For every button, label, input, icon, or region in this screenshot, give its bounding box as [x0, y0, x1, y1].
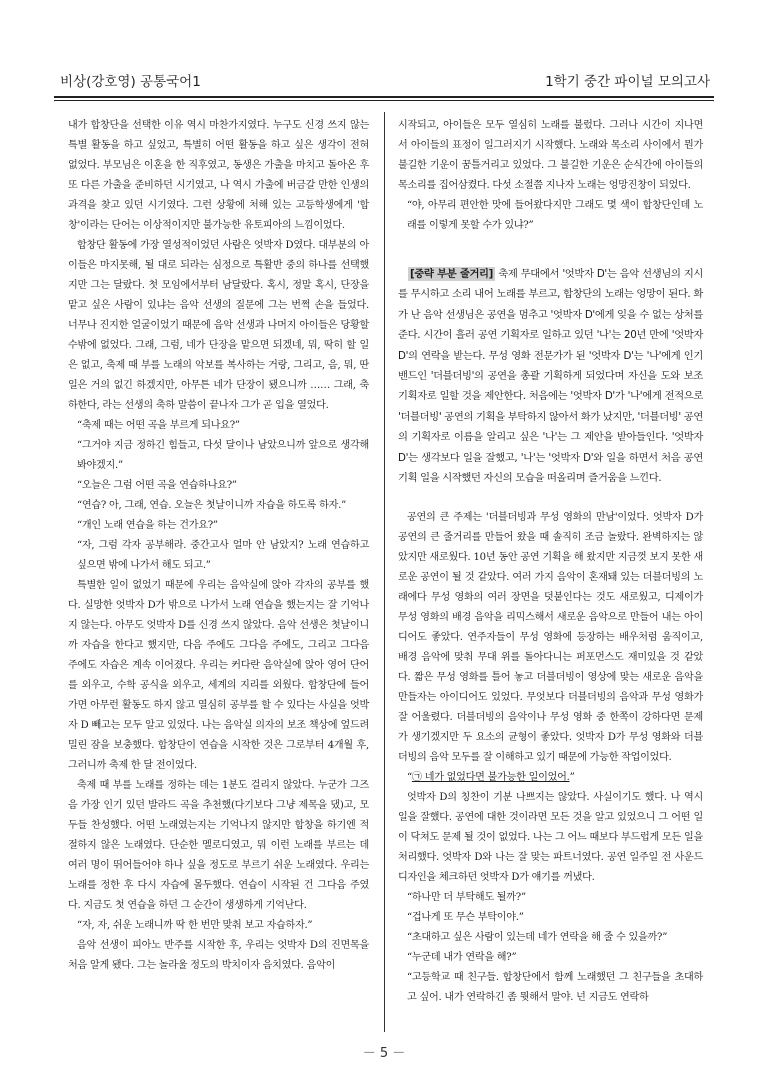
paragraph-gap [398, 488, 703, 508]
paragraph: 축제 때 부를 노래를 정하는 데는 1분도 걸리지 않았다. 누군가 그즈음 가장 인기 있던 발라드 곡을 추천했(다기보다 그냥 제목을 댔)고, 모두들 찬성했다. 어떤 노래였는지는 기억나지 않지만 합창을 하기엔 적절하지 않은 노래였다. 단순한 멜로디였고, 뭐 이런 노래를 부르는 데 여러 명이 뛰어들어야 하나 싶을 정도로 부르기 쉬운 노래였다. 우리는 노래를 정한 후 다시 자습에 몰두했다. 연습이 시작된 건 그다음 주였다. 지금도 첫 연습을 하던 그 순간이 생생하게 기억난다. [68, 780, 369, 911]
dialogue-line: “그거야 지금 정하긴 힘들고, 다섯 달이나 남았으니까 앞으로 생각해 봐야겠지.” [77, 440, 369, 471]
paragraph: 공연의 큰 주제는 '더블더빙과 무성 영화의 만남'이었다. 엇박자 D가 공연의 큰 줄거리를 만들어 왔을 때 솔직히 조금 놀랐다. 완벽하지는 않았지만 새로웠다. 10년 동안 공연 기획을 해 왔지만 지금껏 보지 못한 새로운 공연이 될 것 같았다. 여러 가지 음악이 혼재돼 있는 더블더빙의 노래에다 무성 영화의 여러 장면을 덧붙인다는 것도 새로웠고, 디제이가 무성 영화의 배경 음악을 리믹스해서 새로운 음악으로 만들어 내는 아이디어도 좋았다. 연주자들이 무성 영화에 등장하는 배우처럼 움직이고, 배경 음악에 맞춰 무대 위를 돌아다니는 퍼포먼스도 재미있을 것 같았다. 짧은 무성 영화를 틀어 놓고 더블더빙이 영상에 맞는 새로운 음악을 만들자는 아이디어도 있었다. 무엇보다 더블더빙의 음악과 무성 영화가 잘 어울렸다. 더블더빙의 음악이나 무성 영화 중 한쪽이 강하다면 문제가 생기겠지만 두 요소의 균형이 좋았다. 엇박자 D가 무성 영화와 더블더빙의 음악 모두를 잘 이해하고 있기 때문에 가능한 작업이었다. [398, 512, 703, 764]
dialogue-line: “개인 노래 연습을 하는 건가요?” [77, 520, 218, 531]
dialogue-line: “누군데 내가 연락을 해?” [407, 952, 517, 964]
dialogue-line: “연습? 아, 그래, 연습. 오늘은 첫날이니까 자습을 하도록 하자.” [77, 500, 346, 511]
dialogue-line: “야, 아무리 편안한 맛에 들어왔다지만 그래도 몇 색이 합창단인데 노래를 이렇게 못할 수가 있냐?” [407, 200, 703, 231]
paragraph-gap [398, 236, 703, 256]
column-divider [384, 112, 385, 1032]
dialogue-line: “겁나게 또 무슨 부탁이야.” [407, 912, 524, 924]
dialogue-line: “축제 때는 어떤 곡을 부르게 되나요?” [77, 420, 240, 431]
dialogue-line-underlined [398, 768, 703, 788]
header-divider [54, 96, 714, 101]
paragraph: 내가 합창단을 선택한 이유 역시 마찬가지였다. 누구도 신경 쓰지 않는 특별 활동을 하고 싶었고, 특별히 어떤 활동을 하고 싶은 생각이 전혀 없었다. 부모님은 이혼을 한 직후였고, 동생은 가출을 마치고 돌아온 후 또 다른 가출을 준비하던 시기였고, 나 역시 가출에 버금갈 만한 인생의 과격을 찾고 있던 시기였다. 그런 상황에 처해 있는 고등학생에게 '합창'이라는 단어는 이상적이지만 불가능한 유토피아의 느낌이었다. [68, 120, 369, 231]
header-exam-title: 1학기 중간 파이널 모의고사 [545, 74, 710, 90]
header-subject: 비상(강호영) 공통국어1 [60, 74, 201, 90]
summary-box [398, 264, 703, 488]
summary-text: 축제 무대에서 '엇박자 D'는 음악 선생님의 지시를 무시하고 소리 내어 노래를 부르고, 합창단의 노래는 엉망이 된다. 화가 난 음악 선생님은 공연을 멈추고 '엇박자 D'에게 잊을 수 없는 상처를 준다. 시간이 흘러 공연 기획자로 일하고 있던 '나'는 20년 만에 '엇박자 D'의 연락을 받는다. 무성 영화 전문가가 된 '엇박자 D'는 '나'에게 인기 밴드인 '더블더빙'의 공연을 총괄 기획하게 되었다며 자신을 도와 보조 기획자로 일할 것을 제안한다. 처음에는 '엇박자 D'가 '나'에게 전적으로 '더블더빙' 공연의 기획을 부탁하지 않아서 화가 났지만, '더블더빙' 공연의 기획자로 이름을 알리고 싶은 '나'는 그 제안을 받아들인다. '엇박자 D'는 생각보다 일을 잘했고, '나'는 '엇박자 D'와 일을 하면서 처음 공연 기획 일을 시작했던 자신의 모습을 떠올리며 즐거움을 느낀다. [398, 268, 704, 485]
paragraph: 음악 선생이 피아노 반주를 시작한 후, 우리는 엇박자 D의 진면목을 처음 알게 됐다. 그는 놀라울 정도의 박치이자 음치였다. 음악이 [68, 940, 369, 971]
dialogue-line: “고등학교 때 친구들. 합창단에서 함께 노래했던 그 친구들을 초대하고 싶어. 내가 연락하긴 좀 뭣해서 말야. 넌 지금도 연락하 [407, 972, 703, 1004]
paragraph: 특별한 일이 없었기 때문에 우리는 음악실에 앉아 각자의 공부를 했다. 실망한 엇박자 D가 밖으로 나가서 노래 연습을 했는지는 잘 기억나지 않는다. 아무도 엇박자 D를 신경 쓰지 않았다. 음악 선생은 첫날이니까 자습을 한다고 했지만, 다음 주에도 그다음 주에도, 그리고 그다음 주에도 자습은 계속 이어졌다. 우리는 커다란 음악실에 앉아 영어 단어를 외우고, 수학 공식을 외우고, 세계의 지리를 외웠다. 합창단에 들어가면 아무런 활동도 하지 않고 열심히 공부를 할 수 있다는 사실을 엇박자 D 빼고는 모두 알고 있었다. 나는 음악실 의자의 보조 책상에 엎드려 밀린 잠을 보충했다. 합창단이 연습을 시작한 것은 그로부터 4개월 후, 그러니까 축제 한 달 전이었다. [68, 580, 369, 771]
underlined-quote: ㉠ 네가 없었다면 불가능한 일이었어. [411, 772, 570, 784]
dialogue-line: “자, 그럼 각자 공부해라. 중간고사 얼마 안 남았지? 노래 연습하고 싶으면 밖에 나가서 해도 되고.” [77, 540, 369, 571]
paragraph: 합창단 활동에 가장 열성적이었던 사람은 엇박자 D였다. 대부분의 아이들은 마지못해, 될 대로 되라는 심정으로 특활반 중의 하나를 선택했지만 그는 달랐다. 첫 모임에서부터 남달랐다. 혹시, 정말 혹시, 단장을 맡고 싶은 사람이 있냐는 음악 선생의 질문에 그는 번쩍 손을 들었다. 너무나 진지한 얼굴이었기 때문에 음악 선생과 나머지 아이들은 당황할 수밖에 없었다. 그래, 그럼, 네가 단장을 맡으면 되겠네, 뭐, 딱히 할 일은 없고, 축제 때 부를 노래의 악보를 복사하는 거랑, 그리고, 음, 뭐, 딴 일은 거의 없긴 하겠지만, 아무튼 네가 단장이 됐으니까 …… 그래, 축하한다, 라는 선생의 축하 말씀이 끝나자 그가 곧 입을 열었다. [68, 240, 369, 411]
dialogue-line: “초대하고 싶은 사람이 있는데 네가 연락을 해 줄 수 있을까?” [407, 932, 668, 944]
dialogue-line: “하나만 더 부탁해도 될까?” [407, 892, 526, 904]
right-column [398, 116, 703, 1008]
quote-mark: “ [407, 772, 412, 784]
left-column [68, 116, 369, 976]
paragraph: 엇박자 D의 칭찬이 기분 나쁘지는 않았다. 사실이기도 했다. 나 역시 일을 잘했다. 공연에 대한 것이라면 모든 것을 알고 있었으니 그 어떤 일이 닥쳐도 문제 될 것이 없었다. 나는 그 어느 때보다 부드럽게 모든 일을 처리했다. 엇박자 D와 나는 잘 맞는 파트너였다. 공연 일주일 전 사운드 디자인을 체크하던 엇박자 D가 얘기를 꺼냈다. [398, 792, 703, 884]
paragraph: 시작되고, 아이들은 모두 열심히 노래를 불렀다. 그러나 시간이 지나면서 아이들의 표정이 일그러지기 시작했다. 노래와 목소리 사이에서 뭔가 불길한 기운이 꿈틀거리고 있었다. 그 불길한 기운은 순식간에 아이들의 목소리를 집어삼켰다. 다섯 소절쯤 지나자 노래는 엉망진창이 되었다. [398, 120, 703, 191]
page-header [54, 70, 714, 92]
summary-tag: [중략 부분 줄거리] [410, 268, 494, 280]
quote-mark: ” [569, 772, 575, 784]
dialogue-line: “오늘은 그럼 어떤 곡을 연습하나요?” [77, 480, 237, 491]
page-number: － 5 － [362, 1046, 406, 1061]
dialogue-line: “자, 자, 쉬운 노래니까 딱 한 번만 맞춰 보고 자습하자.” [77, 920, 313, 931]
